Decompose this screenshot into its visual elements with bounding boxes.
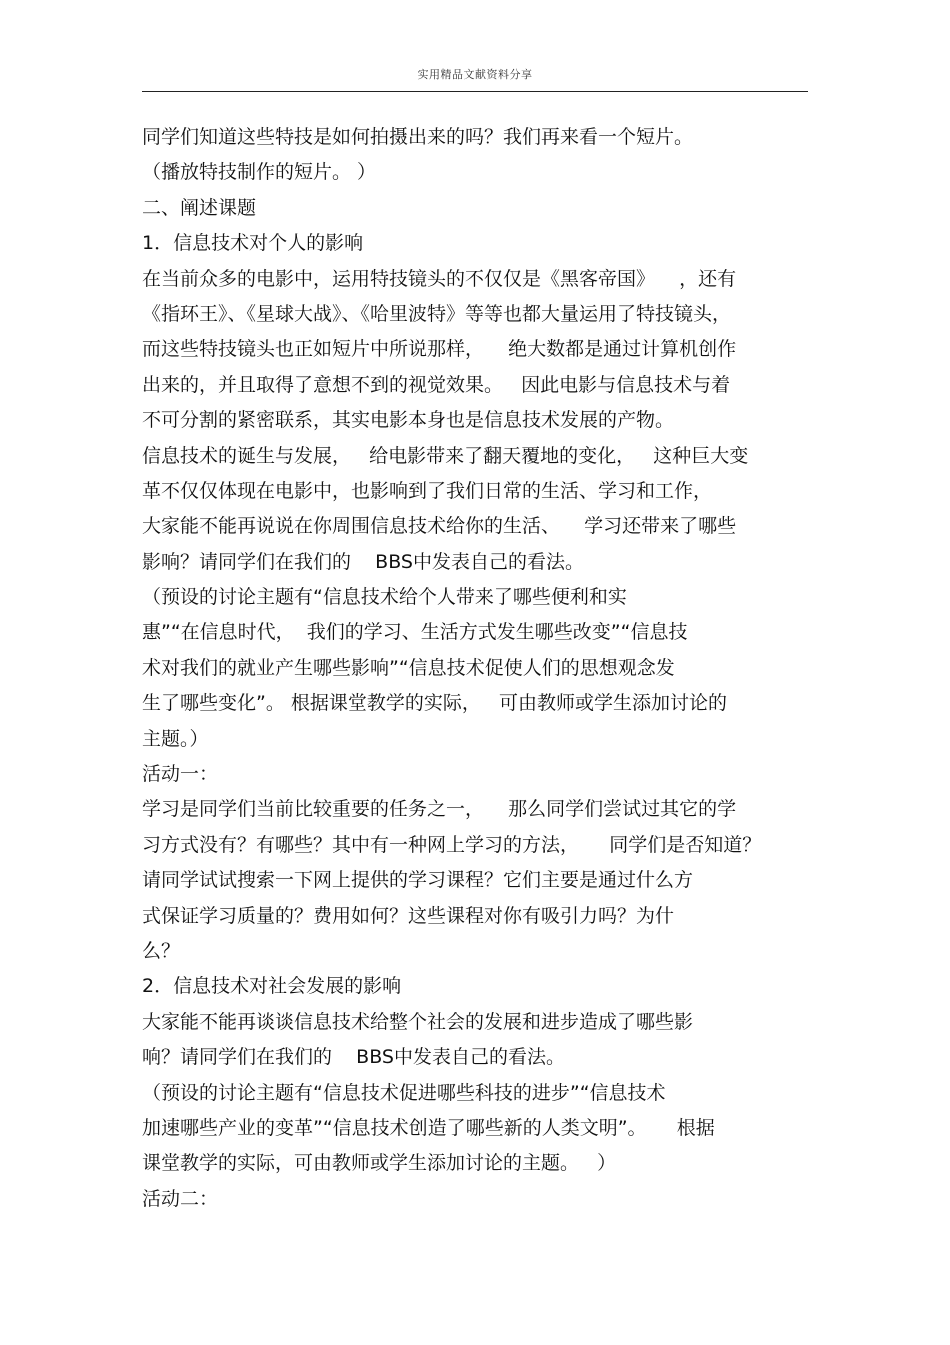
text-line: 出来的，并且取得了意想不到的视觉效果。 因此电影与信息技术与着 [142,373,731,396]
text-line: 不可分割的紧密联系，其实电影本身也是信息技术发展的产物。 [142,409,675,432]
text-line: 信息技术的诞生与发展， 给电影带来了翻天覆地的变化， 这种巨大变 [142,444,749,467]
text-line: 同学们知道这些特技是如何拍摄出来的吗？我们再来看一个短片。 [142,126,694,148]
text-line: （预设的讨论主题有“信息技术给个人带来了哪些便利和实 [142,586,627,609]
text-line: 2．信息技术对社会发展的影响 [142,975,402,998]
text-line: 么？ [142,939,181,962]
text-line: 式保证学习质量的？费用如何？这些课程对你有吸引力吗？为什 [142,904,675,927]
text-line: 主题。） [142,727,209,750]
page-header: 实用精品文献资料分享 [417,68,533,81]
text-line: 生了哪些变化”。 根据课堂教学的实际， 可由教师或学生添加讨论的 [142,692,728,715]
text-line: 二、阐述课题 [142,196,257,219]
text-line: 术对我们的就业产生哪些影响”“信息技术促使人们的思想观念发 [142,656,675,679]
text-line: 惠”“在信息时代， 我们的学习、生活方式发生哪些改变”“信息技 [142,621,688,644]
text-line: 影响？请同学们在我们的 BBS中发表自己的看法。 [142,550,584,573]
text-line: 响？请同学们在我们的 BBS中发表自己的看法。 [142,1046,565,1069]
text-line: 课堂教学的实际，可由教师或学生添加讨论的主题。 ） [142,1152,617,1175]
text-line: （预设的讨论主题有“信息技术促进哪些科技的进步”“信息技术 [142,1081,666,1104]
header-divider [142,91,808,92]
text-line: 在当前众多的电影中，运用特技镜头的不仅仅是《黑客帝国》 ，还有 [142,267,737,290]
text-line: 而这些特技镜头也正如短片中所说那样， 绝大数都是通过计算机创作 [142,338,737,361]
text-line: 大家能不能再说说在你周围信息技术给你的生活、 学习还带来了哪些 [142,515,737,538]
text-line: 学习是同学们当前比较重要的任务之一， 那么同学们尝试过其它的学 [142,798,737,821]
text-line: 《指环王》、《星球大战》、《哈里波特》等等也都大量运用了特技镜头， [142,302,732,325]
text-line: （播放特技制作的短片。 ） [142,161,377,184]
text-line: 习方式没有？有哪些？其中有一种网上学习的方法， 同学们是否知道？ [142,833,762,856]
text-line: 加速哪些产业的变革”“信息技术创造了哪些新的人类文明”。 根据 [142,1116,715,1139]
text-line: 活动一： [142,763,219,786]
document-body [142,120,832,1217]
text-line: 请同学试试搜索一下网上提供的学习课程？它们主要是通过什么方 [142,869,694,892]
text-line: 大家能不能再谈谈信息技术给整个社会的发展和进步造成了哪些影 [142,1010,694,1033]
text-line: 1．信息技术对个人的影响 [142,232,364,255]
text-line: 活动二： [142,1187,219,1210]
text-line: 革不仅仅体现在电影中，也影响到了我们日常的生活、学习和工作， [142,479,713,502]
